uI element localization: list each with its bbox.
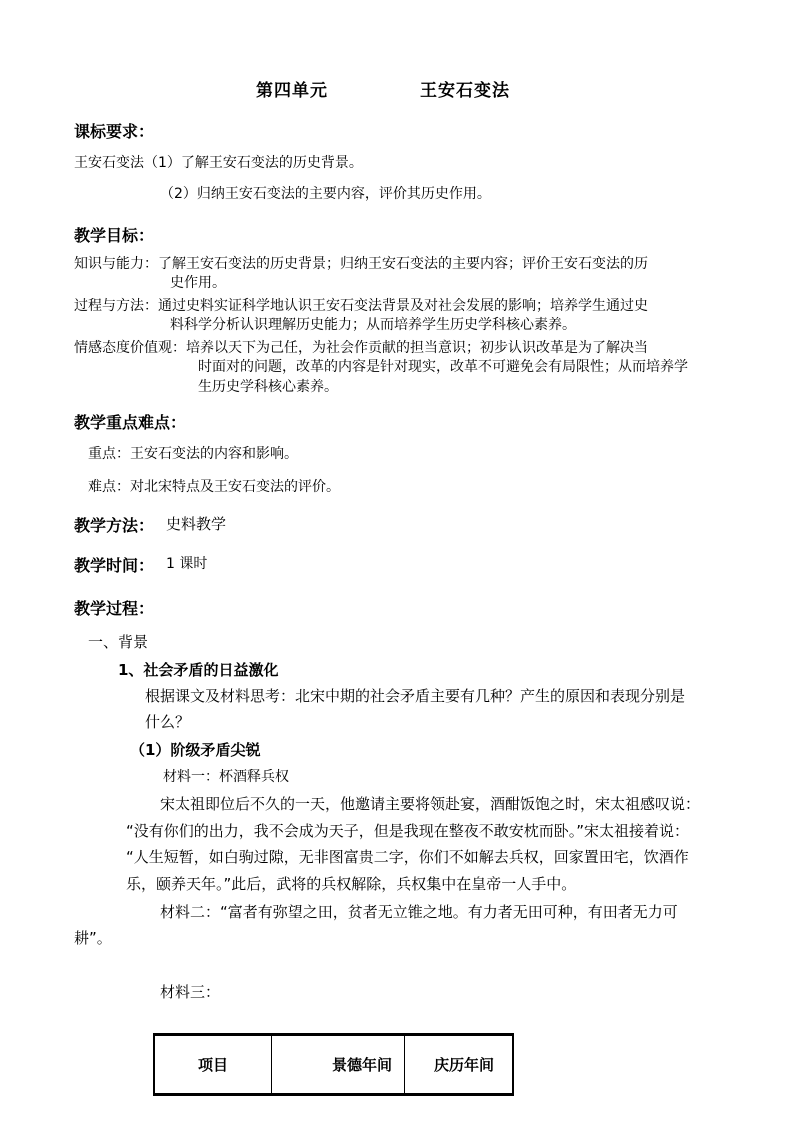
question-line-1: 根据课文及材料思考：北宋中期的社会矛盾主要有几种？产生的原因和表现分别是 (145, 687, 686, 705)
subsection-social-conflict: 1、社会矛盾的日益激化 (118, 661, 279, 679)
time-value: 1 课时 (166, 556, 208, 572)
method-heading: 教学方法： (74, 516, 155, 535)
unit-title: 第四单元 (256, 81, 328, 101)
material-2-line-1: 材料二：“富者有弥望之田，贫者无立锥之地。有力者无田可种，有田者无力可 (160, 903, 678, 921)
keypoint-difficult: 难点：对北宋特点及王安石变法的评价。 (88, 479, 340, 495)
objectives-heading: 教学目标： (74, 226, 155, 245)
question-line-2: 什么？ (145, 713, 191, 731)
objective-emotion-line-1: 情感态度价值观：培养以天下为己任，为社会作贡献的担当意识；初步认识改革是为了解决当 (74, 340, 648, 356)
curriculum-line-1: 王安石变法（1）了解王安石变法的历史背景。 (74, 155, 363, 171)
keypoint-key: 重点：王安石变法的内容和影响。 (88, 446, 298, 462)
keypoints-heading: 教学重点难点： (74, 413, 187, 432)
material-1-line-2: “没有你们的出力，我不会成为天子，但是我现在整夜不敢安枕而卧。”宋太祖接着说： (126, 822, 690, 840)
time-heading: 教学时间： (74, 556, 155, 575)
material-1-line-3: “人生短暂，如白驹过隙，无非图富贵二字，你们不如解去兵权，回家置田宅，饮酒作 (126, 848, 689, 866)
table-header-jingde: 景德年间 (272, 1035, 405, 1095)
material-3-table (153, 1033, 514, 1096)
objective-emotion-line-2: 时面对的问题，改革的内容是针对现实，改革不可避免会有局限性；从而培养学 (198, 359, 688, 375)
objective-process-line-2: 料科学分析认识理解历史能力；从而培养学生历史学科核心素养。 (170, 317, 576, 333)
material-2-line-2: 耕”。 (74, 929, 112, 947)
curriculum-heading: 课标要求： (74, 122, 155, 141)
objective-process-line-1: 过程与方法：通过史料实证科学地认识王安石变法背景及对社会发展的影响；培养学生通过史 (74, 298, 648, 314)
table-header-qingli: 庆历年间 (405, 1035, 514, 1095)
point-class-conflict: （1）阶级矛盾尖锐 (130, 741, 261, 759)
method-value: 史料教学 (166, 515, 227, 533)
material-1-line-1: 宋太祖即位后不久的一天，他邀请主要将领赴宴，酒酣饭饱之时，宋太祖感叹说： (160, 795, 701, 813)
material-1-label: 材料一：杯酒释兵权 (163, 769, 289, 785)
process-heading: 教学过程： (74, 599, 155, 618)
material-1-line-4: 乐，颐养天年。”此后，武将的兵权解除，兵权集中在皇帝一人手中。 (126, 875, 577, 893)
objective-emotion-line-3: 生历史学科核心素养。 (198, 379, 338, 395)
lesson-title: 王安石变法 (420, 81, 510, 101)
objective-knowledge-line-1: 知识与能力：了解王安石变法的历史背景；归纳王安石变法的主要内容；评价王安石变法的历 (74, 256, 648, 272)
curriculum-line-2: （2）归纳王安石变法的主要内容，评价其历史作用。 (160, 186, 491, 202)
material-3-label: 材料三： (160, 983, 221, 1001)
table-header-item: 项目 (154, 1035, 272, 1095)
objective-knowledge-line-2: 史作用。 (170, 275, 226, 291)
table-header-row (154, 1035, 513, 1095)
section-background: 一、背景 (88, 633, 149, 651)
